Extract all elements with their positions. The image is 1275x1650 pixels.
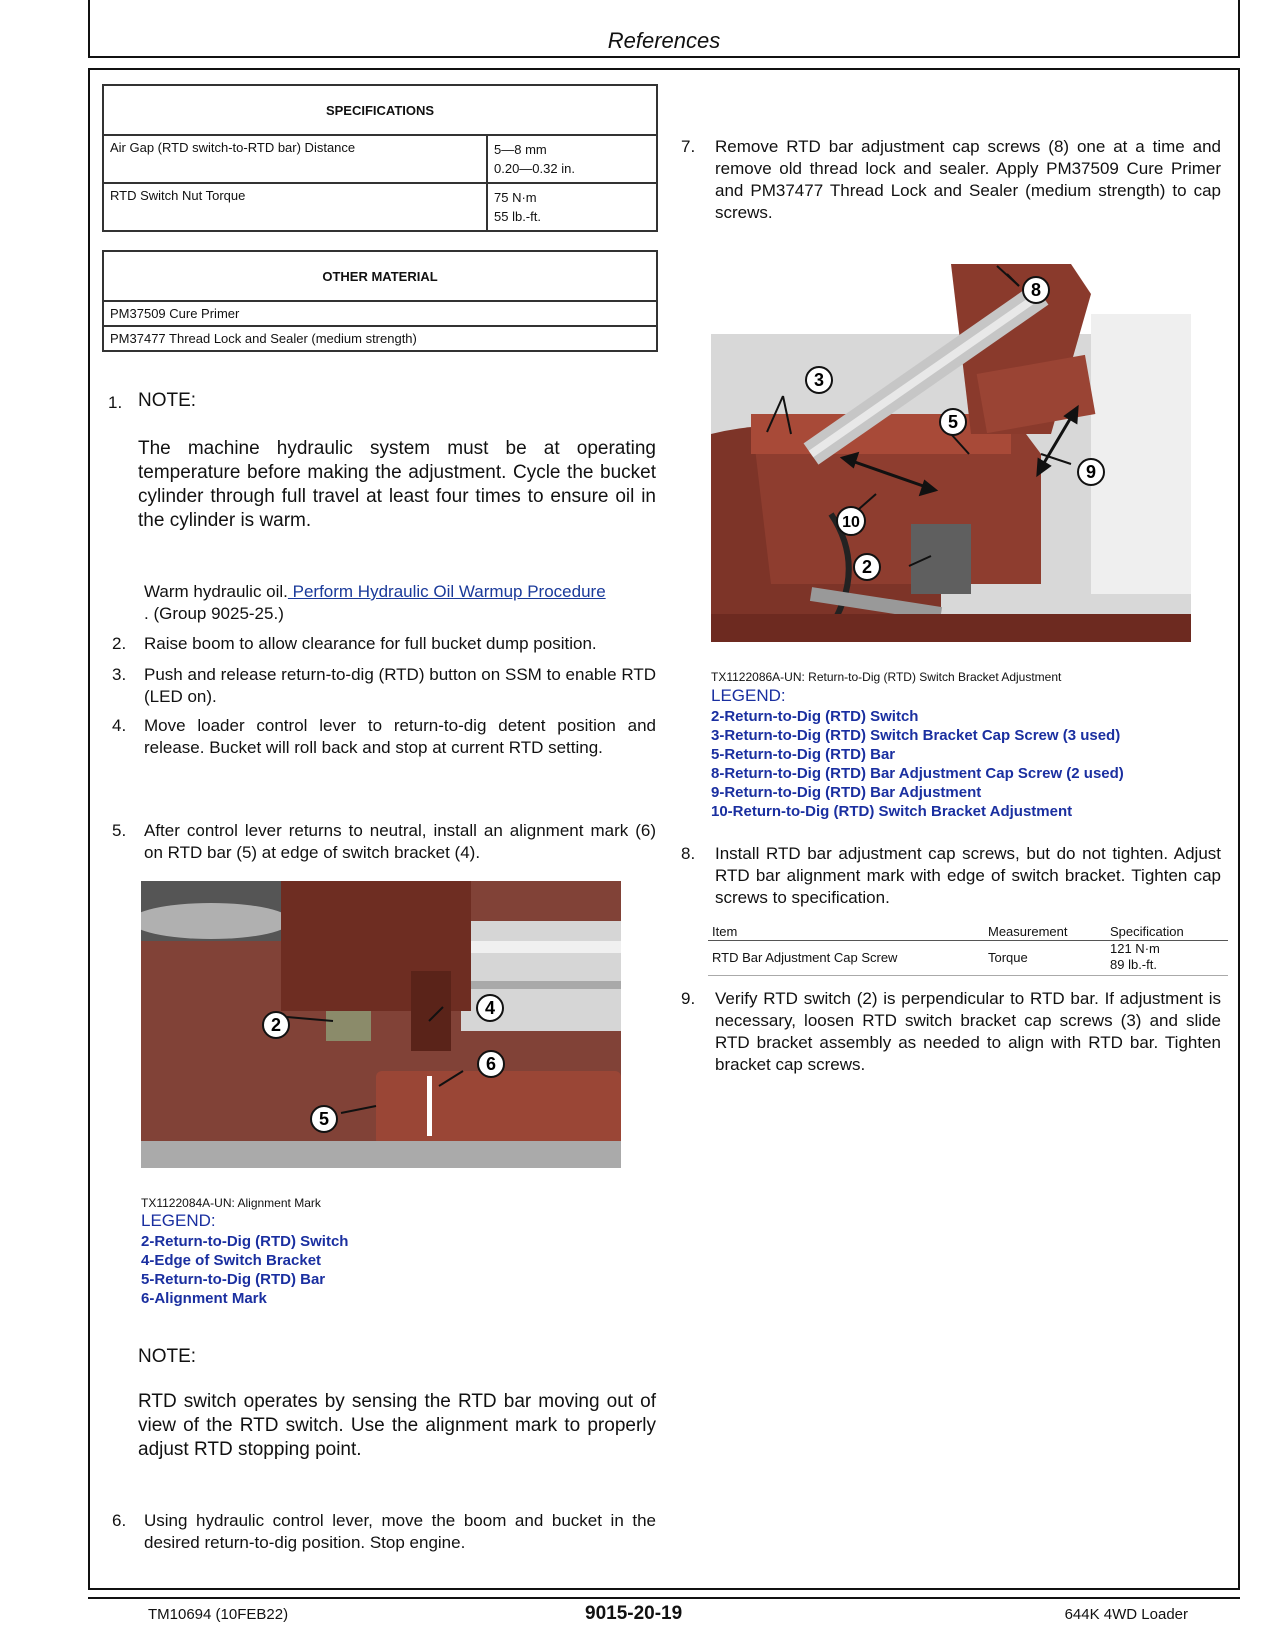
note-2-body: RTD switch operates by sensing the RTD bar moving out of view of the RTD switch. Use the alignment mark to properly adjust RTD stopping point.: [138, 1391, 656, 1460]
table-cell-spec-imperial: 89 lb.-ft.: [1110, 957, 1157, 972]
step-text: Move loader control lever to return-to-dig detent position and release. Bucket will roll back and stop at current RTD setting.: [144, 716, 656, 757]
column-header: Item: [712, 924, 738, 939]
step-number: 5.: [112, 821, 127, 840]
material-item: PM37509 Cure Primer: [103, 301, 657, 326]
step-number: 7.: [681, 137, 696, 156]
footer-manual-id: TM10694 (10FEB22): [148, 1606, 289, 1623]
legend-item: 5-Return-to-Dig (RTD) Bar: [711, 746, 896, 763]
table-row: [103, 326, 657, 351]
spec-item: Air Gap (RTD switch-to-RTD bar) Distance: [103, 135, 487, 183]
other-material-title: OTHER MATERIAL: [103, 251, 657, 301]
callout-label: 2: [270, 1015, 282, 1035]
step-number: 9.: [681, 989, 696, 1008]
alignment-mark-illustration: [141, 881, 621, 1168]
column-header: Measurement: [988, 924, 1068, 939]
page-header-title: References: [607, 28, 721, 53]
legend-item: 9-Return-to-Dig (RTD) Bar Adjustment: [711, 784, 982, 801]
table-row: [103, 301, 657, 326]
material-item: PM37477 Thread Lock and Sealer (medium strength): [103, 326, 657, 351]
spec-value: [487, 135, 657, 183]
step-text: Using hydraulic control lever, move the boom and bucket in the desired return-to-dig position. Stop engine.: [144, 1511, 656, 1552]
legend-item: 3-Return-to-Dig (RTD) Switch Bracket Cap Screw (3 used): [711, 727, 1121, 744]
table-row: [103, 135, 657, 183]
step-number: 6.: [112, 1511, 127, 1530]
legend-item: 5-Return-to-Dig (RTD) Bar: [141, 1271, 326, 1288]
figure-2-legend-title: LEGEND:: [711, 686, 786, 705]
callout-label: 6: [485, 1054, 497, 1074]
callout-label: 4: [484, 998, 496, 1018]
spec-value: [487, 183, 657, 231]
callout-label: 3: [813, 370, 825, 390]
figure-1-caption: TX1122084A-UN: Alignment Mark: [141, 1196, 321, 1210]
table-cell-item: RTD Bar Adjustment Cap Screw: [712, 950, 898, 965]
rtd-switch-bracket-photo: [711, 254, 1191, 642]
step-1-warm-text: [144, 581, 659, 625]
table-header-row: [708, 922, 1228, 941]
legend-item: 10-Return-to-Dig (RTD) Switch Bracket Adjustment: [711, 803, 1073, 820]
footer-machine-model: 644K 4WD Loader: [1064, 1606, 1188, 1623]
callout-label: 5: [318, 1109, 330, 1129]
rtd-bracket-illustration: [711, 254, 1191, 642]
column-header: Specification: [1110, 924, 1184, 939]
step-number: 3.: [112, 665, 127, 684]
footer-page-number: 9015-20-19: [585, 1603, 683, 1624]
callout-label: 10: [842, 514, 860, 531]
table-cell-measurement: Torque: [988, 950, 1028, 965]
step-text: Verify RTD switch (2) is perpendicular to RTD bar. If adjustment is necessary, loosen RTD switch bracket cap screws (3) and slide RTD bracket assembly as needed to align with RTD bar. Tighten bracket cap screws.: [715, 989, 1221, 1074]
footer-rule: [88, 1597, 1240, 1599]
step-number: 4.: [112, 716, 127, 735]
warm-suffix: . (Group 9025-25.): [144, 604, 284, 623]
step-number: 8.: [681, 844, 696, 863]
step-text: Install RTD bar adjustment cap screws, but do not tighten. Adjust RTD bar alignment mark with edge of switch bracket. Tighten cap screws to specification.: [715, 844, 1221, 907]
specifications-table: [102, 84, 658, 232]
header-box: [88, 0, 1240, 58]
hydraulic-oil-warmup-link[interactable]: Perform Hydraulic Oil Warmup Procedure: [287, 582, 606, 601]
step-text: Raise boom to allow clearance for full bucket dump position.: [144, 634, 597, 653]
table-row: [708, 941, 1228, 976]
legend-item: 4-Edge of Switch Bracket: [141, 1252, 322, 1269]
step-1-note-title: NOTE:: [138, 390, 197, 411]
legend-item: 6-Alignment Mark: [141, 1290, 267, 1307]
step-text: Remove RTD bar adjustment cap screws (8) one at a time and remove old thread lock and sealer. Apply PM37509 Cure Primer and PM37477 Thread Lock and Sealer (medium strength) to cap screws.: [715, 137, 1221, 222]
spec-item: RTD Switch Nut Torque: [103, 183, 487, 231]
figure-1-legend-title: LEGEND:: [141, 1211, 216, 1230]
step-text: Push and release return-to-dig (RTD) button on SSM to enable RTD (LED on).: [144, 665, 656, 706]
callout-label: 2: [861, 557, 873, 577]
step-1-note-body: The machine hydraulic system must be at operating temperature before making the adjustment. Cycle the bucket cylinder through full travel at least four times to ensure oil in the cylinder is warm.: [138, 438, 656, 531]
legend-item: 2-Return-to-Dig (RTD) Switch: [711, 708, 919, 725]
note-2-title: NOTE:: [138, 1346, 197, 1367]
table-row: [103, 183, 657, 231]
step-1-number: 1.: [108, 393, 123, 412]
alignment-mark-photo: [141, 881, 621, 1168]
step-number: 2.: [112, 634, 127, 653]
legend-item: 8-Return-to-Dig (RTD) Bar Adjustment Cap Screw (2 used): [711, 765, 1124, 782]
step-text: After control lever returns to neutral, install an alignment mark (6) on RTD bar (5) at edge of switch bracket (4).: [144, 821, 656, 862]
spec-value-metric: 5—8 mm: [494, 142, 547, 157]
callout-label: 8: [1030, 280, 1042, 300]
spec-value-imperial: 55 lb.-ft.: [494, 209, 541, 224]
spec-value-metric: 75 N·m: [494, 190, 537, 205]
legend-item: 2-Return-to-Dig (RTD) Switch: [141, 1233, 349, 1250]
specifications-title: SPECIFICATIONS: [103, 85, 657, 135]
figure-2-caption: TX1122086A-UN: Return-to-Dig (RTD) Switch Bracket Adjustment: [711, 670, 1062, 684]
table-cell-spec-metric: 121 N·m: [1110, 941, 1160, 956]
callout-label: 5: [947, 412, 959, 432]
other-material-table: [102, 250, 658, 352]
callout-label: 9: [1085, 462, 1097, 482]
warm-prefix: Warm hydraulic oil.: [144, 582, 288, 601]
spec-value-imperial: 0.20—0.32 in.: [494, 161, 575, 176]
